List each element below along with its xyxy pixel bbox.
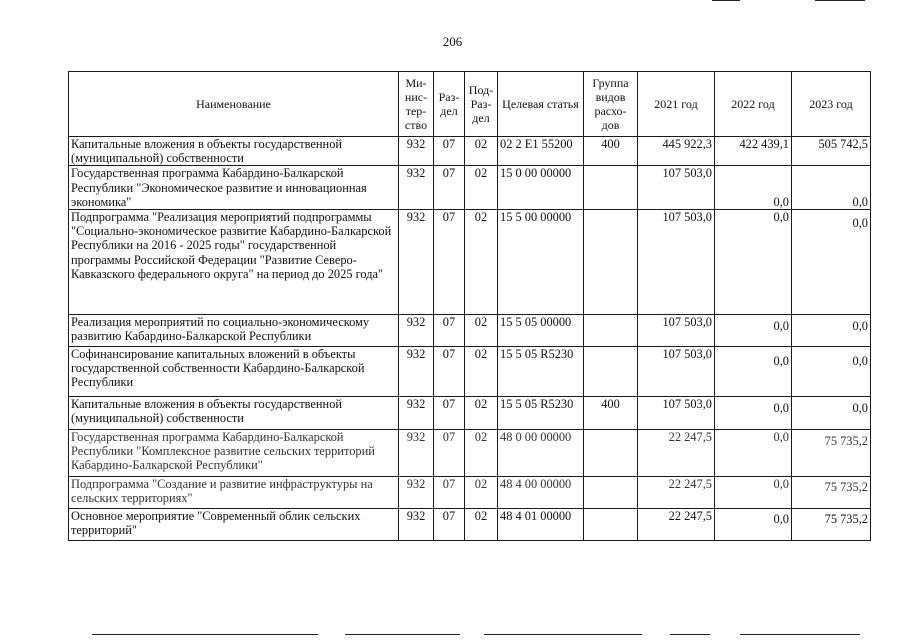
table-row — [69, 430, 871, 477]
row-amount-2022: 0,0 — [715, 210, 792, 315]
row-amount-2021: 107 503,0 — [638, 210, 715, 315]
row-ministry: 932 — [399, 315, 434, 347]
row-podrazdel: 02 — [465, 430, 498, 477]
row-expense-group — [584, 430, 638, 477]
row-razdel: 07 — [434, 166, 465, 210]
row-amount-2023: 505 742,5 — [792, 137, 871, 166]
header-year-2022: 2022 год — [715, 72, 792, 137]
row-amount-2022: 0,0 — [715, 166, 792, 210]
row-target-article: 15 0 00 00000 — [498, 166, 584, 210]
row-amount-2021: 107 503,0 — [638, 397, 715, 430]
row-expense-group: 400 — [584, 137, 638, 166]
row-razdel: 07 — [434, 315, 465, 347]
row-name: Государственная программа Кабардино-Балкарской Республики "Комплексное развитие сельских территорий Кабардино-Балкарской Республики" — [69, 430, 399, 477]
row-amount-2022: 0,0 — [715, 347, 792, 397]
row-razdel: 07 — [434, 397, 465, 430]
row-target-article: 15 5 00 00000 — [498, 210, 584, 315]
budget-table — [68, 71, 871, 541]
row-amount-2023: 0,0 — [792, 210, 871, 315]
header-ministry: Ми-нис-тер-ство — [399, 72, 434, 137]
row-amount-2023: 75 735,2 — [792, 430, 871, 477]
row-razdel: 07 — [434, 137, 465, 166]
header-razdel: Раз-дел — [434, 72, 465, 137]
row-name: Софинансирование капитальных вложений в объекты государственной собственности Кабардино-Балкарской Республики — [69, 347, 399, 397]
scan-edge-mark — [740, 634, 860, 635]
header-target-article: Целевая статья — [498, 72, 584, 137]
scan-edge-mark — [92, 634, 318, 635]
row-amount-2021: 445 922,3 — [638, 137, 715, 166]
table-row — [69, 347, 871, 397]
scan-edge-mark — [815, 0, 865, 1]
header-row — [69, 72, 871, 137]
row-podrazdel: 02 — [465, 315, 498, 347]
row-amount-2022: 0,0 — [715, 397, 792, 430]
scan-edge-mark — [670, 634, 710, 635]
row-amount-2022: 0,0 — [715, 509, 792, 541]
row-ministry: 932 — [399, 477, 434, 509]
row-target-article: 48 4 01 00000 — [498, 509, 584, 541]
row-target-article: 15 5 05 R5230 — [498, 397, 584, 430]
header-year-2021: 2021 год — [638, 72, 715, 137]
header-year-2023: 2023 год — [792, 72, 871, 137]
row-expense-group — [584, 347, 638, 397]
row-amount-2021: 22 247,5 — [638, 477, 715, 509]
row-podrazdel: 02 — [465, 347, 498, 397]
row-amount-2023: 0,0 — [792, 166, 871, 210]
row-amount-2022: 422 439,1 — [715, 137, 792, 166]
header-expense-group: Группа видов расхо-дов — [584, 72, 638, 137]
row-expense-group — [584, 477, 638, 509]
row-amount-2023: 75 735,2 — [792, 509, 871, 541]
row-name: Основное мероприятие "Современный облик сельских территорий" — [69, 509, 399, 541]
row-target-article: 15 5 05 00000 — [498, 315, 584, 347]
scan-edge-mark — [345, 634, 460, 635]
row-podrazdel: 02 — [465, 166, 498, 210]
table-row — [69, 477, 871, 509]
row-amount-2022: 0,0 — [715, 430, 792, 477]
row-podrazdel: 02 — [465, 137, 498, 166]
row-amount-2023: 75 735,2 — [792, 477, 871, 509]
row-amount-2023: 0,0 — [792, 397, 871, 430]
row-ministry: 932 — [399, 397, 434, 430]
header-podrazdel: Под-Раз-дел — [465, 72, 498, 137]
row-name: Подпрограмма "Создание и развитие инфраструктуры на сельских территориях" — [69, 477, 399, 509]
header-name: Наименование — [69, 72, 399, 137]
row-name: Государственная программа Кабардино-Балкарской Республики "Экономическое развитие и инновационная экономика" — [69, 166, 399, 210]
row-ministry: 932 — [399, 137, 434, 166]
row-name: Реализация мероприятий по социально-экономическому развитию Кабардино-Балкарской Республики — [69, 315, 399, 347]
table-row — [69, 315, 871, 347]
table-row — [69, 397, 871, 430]
scan-edge-mark — [484, 634, 642, 635]
page-number: 206 — [442, 34, 463, 49]
row-expense-group — [584, 509, 638, 541]
row-podrazdel: 02 — [465, 210, 498, 315]
row-name: Подпрограмма "Реализация мероприятий подпрограммы "Социально-экономическое развитие Кабардино-Балкарской Республики на 2016 - 2025 годы" государственной программы Российской Федерации "Развитие Северо-Кавказского федерального округа" на период до 2025 года" — [69, 210, 399, 315]
row-ministry: 932 — [399, 347, 434, 397]
row-expense-group — [584, 166, 638, 210]
row-amount-2023: 0,0 — [792, 315, 871, 347]
row-target-article: 48 4 00 00000 — [498, 477, 584, 509]
row-target-article: 02 2 E1 55200 — [498, 137, 584, 166]
row-podrazdel: 02 — [465, 397, 498, 430]
row-target-article: 15 5 05 R5230 — [498, 347, 584, 397]
row-amount-2021: 22 247,5 — [638, 430, 715, 477]
row-ministry: 932 — [399, 430, 434, 477]
row-expense-group — [584, 315, 638, 347]
row-razdel: 07 — [434, 210, 465, 315]
table-row — [69, 509, 871, 541]
row-amount-2021: 107 503,0 — [638, 166, 715, 210]
row-expense-group: 400 — [584, 397, 638, 430]
row-razdel: 07 — [434, 509, 465, 541]
row-ministry: 932 — [399, 166, 434, 210]
row-amount-2023: 0,0 — [792, 347, 871, 397]
table-row — [69, 210, 871, 315]
table-row — [69, 137, 871, 166]
row-amount-2021: 107 503,0 — [638, 347, 715, 397]
row-amount-2022: 0,0 — [715, 315, 792, 347]
row-amount-2021: 107 503,0 — [638, 315, 715, 347]
row-amount-2021: 22 247,5 — [638, 509, 715, 541]
table-row — [69, 166, 871, 210]
row-ministry: 932 — [399, 509, 434, 541]
row-razdel: 07 — [434, 477, 465, 509]
row-target-article: 48 0 00 00000 — [498, 430, 584, 477]
scan-edge-mark — [712, 0, 740, 1]
row-amount-2022: 0,0 — [715, 477, 792, 509]
row-name: Капитальные вложения в объекты государственной (муниципальной) собственности — [69, 137, 399, 166]
row-podrazdel: 02 — [465, 477, 498, 509]
row-ministry: 932 — [399, 210, 434, 315]
row-razdel: 07 — [434, 347, 465, 397]
row-razdel: 07 — [434, 430, 465, 477]
row-name: Капитальные вложения в объекты государственной (муниципальной) собственности — [69, 397, 399, 430]
row-podrazdel: 02 — [465, 509, 498, 541]
row-expense-group — [584, 210, 638, 315]
